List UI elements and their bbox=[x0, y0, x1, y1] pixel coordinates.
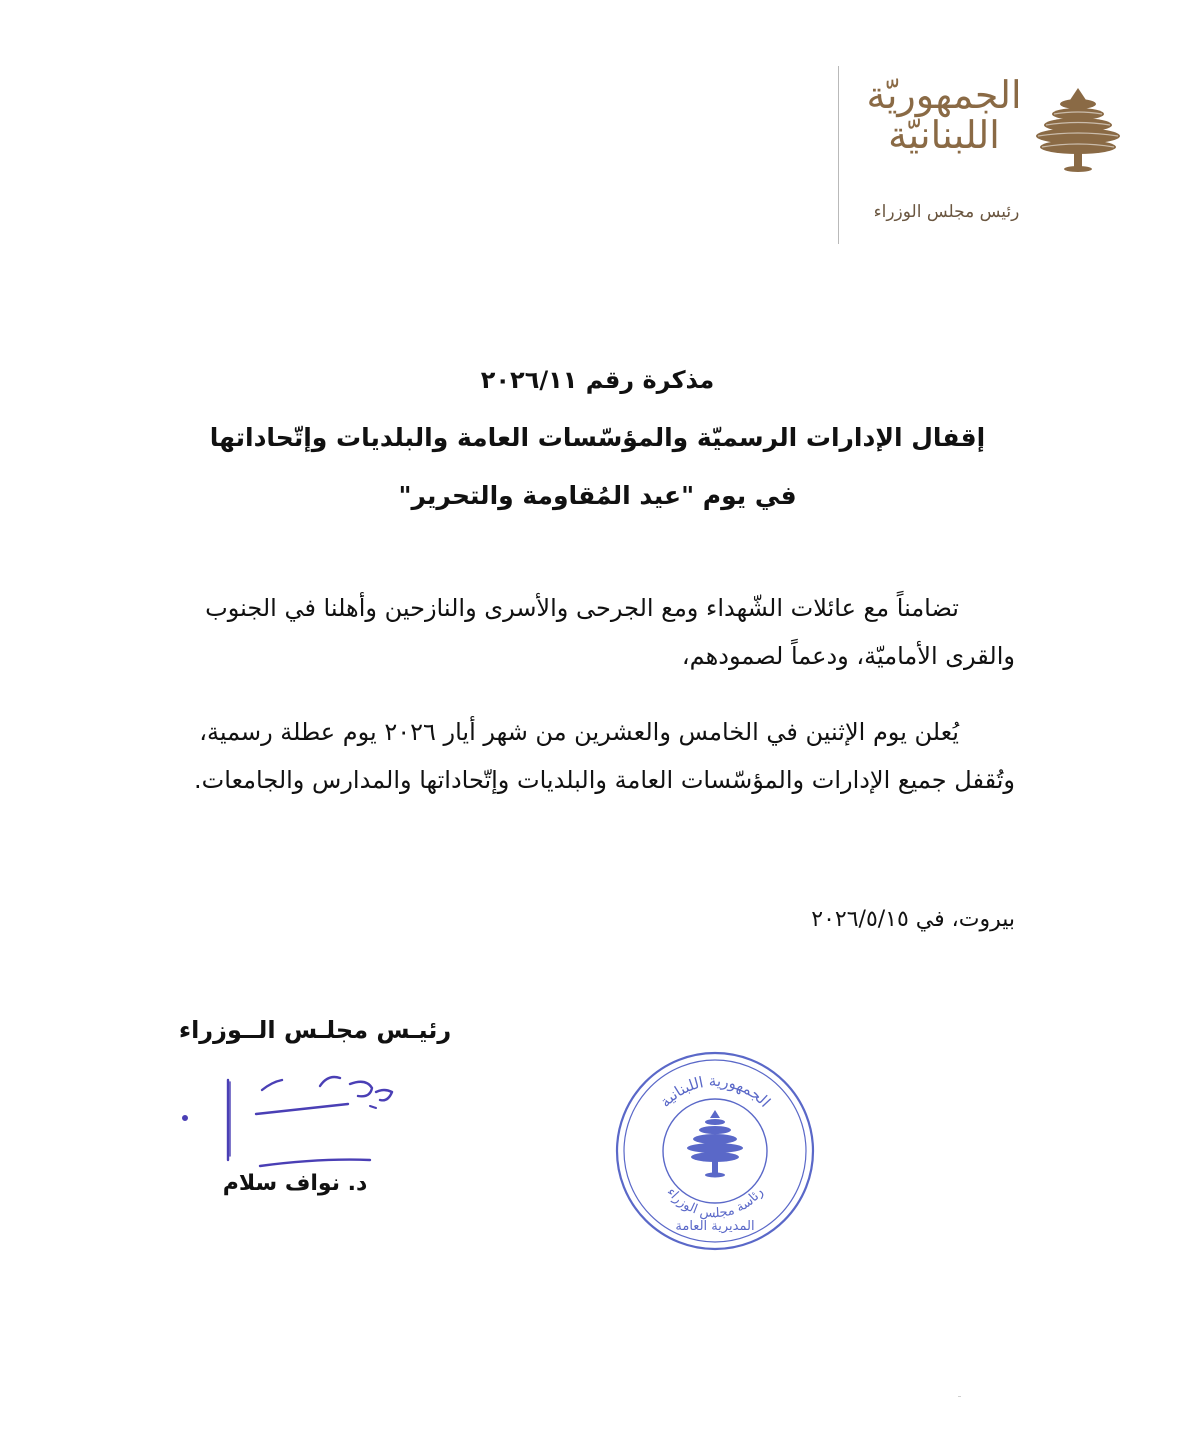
letterhead-divider bbox=[838, 66, 839, 244]
svg-text:الجمهورية اللبنانية bbox=[656, 1072, 774, 1111]
body-paragraph-announcement: يُعلن يوم الإثنين في الخامس والعشرين من شهر أيار ٢٠٢٦ يوم عطلة رسمية، وتُقفل جميع الإدارات والمؤسّسات العامة والبلديات وإتّحاداتها والمدارس والجامعات. bbox=[194, 718, 1015, 794]
stamp-bottom-text: رئاسة مجلس الوزراء bbox=[663, 1185, 767, 1222]
letterhead bbox=[838, 62, 1138, 247]
cedar-tree-icon bbox=[1028, 80, 1128, 180]
place-date: بيروت، في ٢٠٢٦/٥/١٥ bbox=[811, 907, 1015, 932]
signer-title: رئيـس مجلـس الــوزراء bbox=[178, 1016, 452, 1044]
memo-heading bbox=[180, 360, 1015, 518]
republic-name bbox=[864, 73, 1024, 157]
office-title: رئيس مجلس الوزراء bbox=[873, 202, 1020, 222]
stamp-top-text: الجمهورية اللبنانية bbox=[656, 1071, 775, 1111]
memo-subject-occasion: في يوم "عيد المُقاومة والتحرير" bbox=[398, 481, 797, 510]
scan-speck bbox=[958, 1396, 961, 1397]
official-stamp bbox=[612, 1048, 818, 1254]
memo-number: مذكرة رقم ٢٠٢٦/١١ bbox=[480, 366, 715, 394]
body-paragraph-solidarity: تضامناً مع عائلات الشّهداء ومع الجرحى والأسرى والنازحين وأهلنا في الجنوب والقرى الأماميّة، ودعماً لصمودهم، bbox=[205, 594, 1015, 670]
memo-subject: إقفال الإدارات الرسميّة والمؤسّسات العامة والبلديات وإتّحاداتها bbox=[209, 423, 986, 452]
signer-name: د. نواف سلام bbox=[222, 1171, 368, 1196]
stamp-directorate-text: المديرية العامة bbox=[675, 1219, 755, 1234]
stamp-cedar-icon bbox=[687, 1110, 743, 1178]
memo-body bbox=[180, 584, 1015, 804]
republic-name-line1: الجمهوريّة bbox=[866, 73, 1022, 117]
republic-name-line2: اللبنانيّة bbox=[888, 112, 1000, 157]
